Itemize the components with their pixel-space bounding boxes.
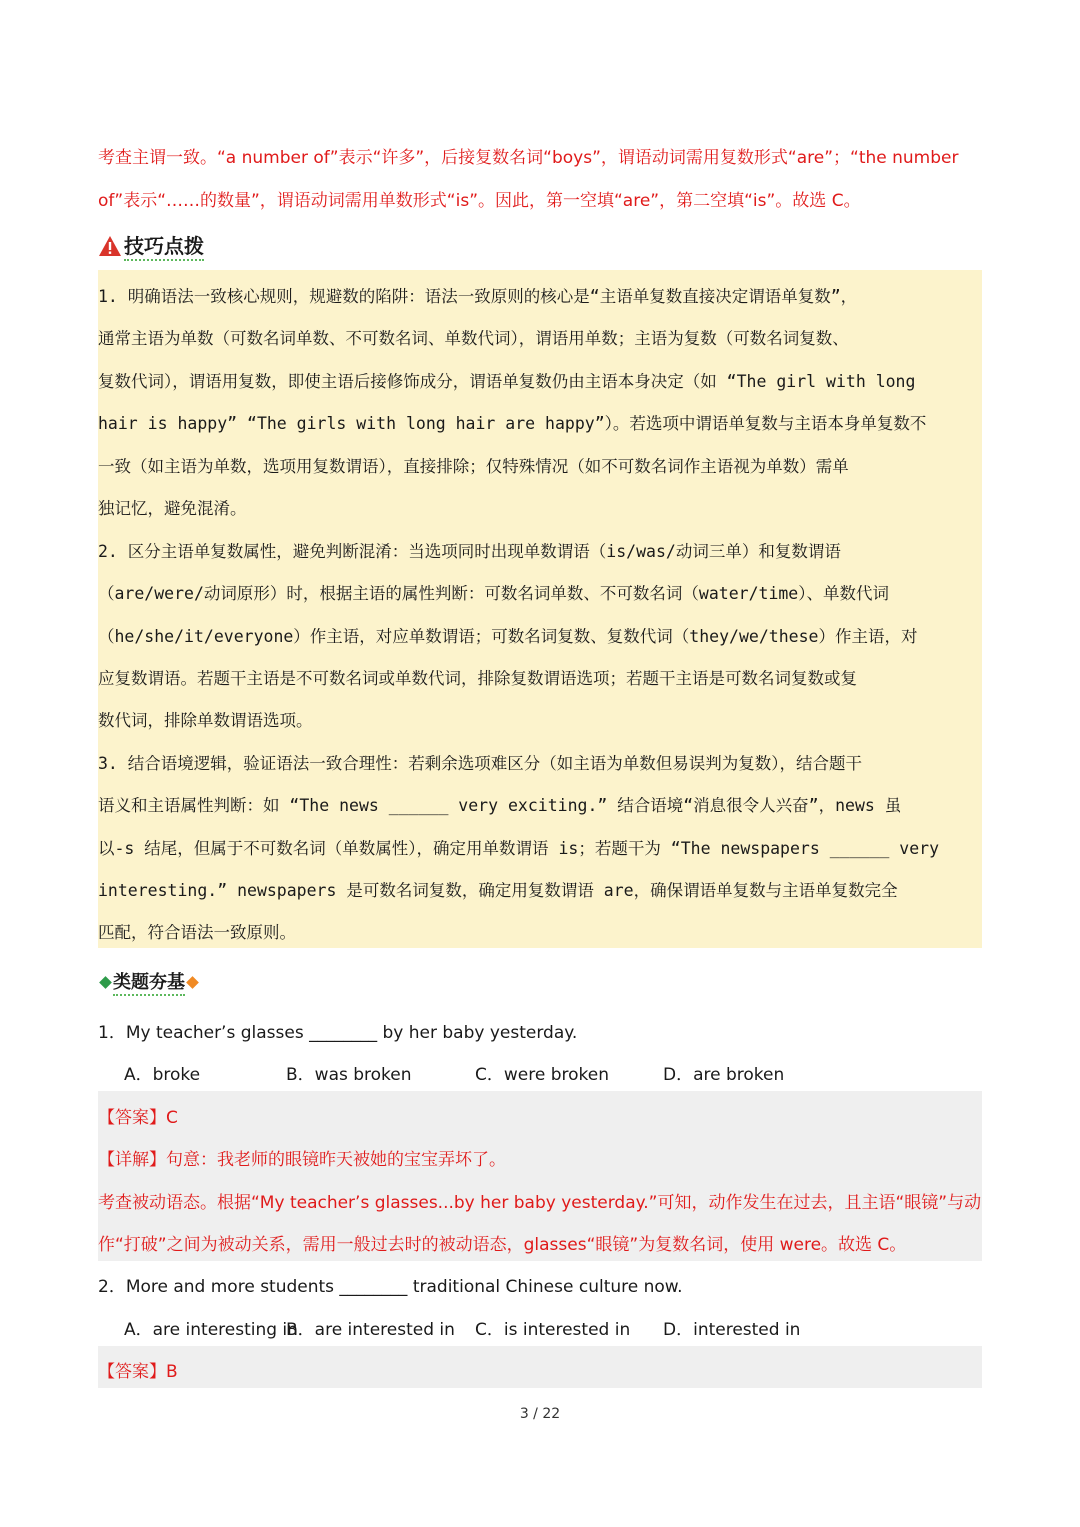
tips-line: 语义和主语属性判断：如 “The news ______ very exciting.” 结合语境“消息很令人兴奋”，news 虽 bbox=[98, 796, 902, 815]
intro-line-2: of”表示“……的数量”，谓语动词需用单数形式“is”。因此，第一空填“are”，第二空填“is”。故选 C。 bbox=[98, 191, 861, 211]
question-1-option-d: D．are broken bbox=[663, 1065, 785, 1085]
question-2-option-b: B．are interested in bbox=[286, 1320, 455, 1340]
question-1-answer bbox=[98, 1103, 178, 1128]
page-number: 3 / 22 bbox=[519, 1406, 561, 1422]
tips-line: 2. 区分主语单复数属性，避免判断混淆：当选项同时出现单数谓语（is/was/动词三单）和复数谓语 bbox=[98, 542, 841, 561]
question-1-detail bbox=[98, 1145, 506, 1170]
tips-heading-label: 技巧点拨 bbox=[124, 230, 204, 261]
tips-line: 3. 结合语境逻辑，验证语法一致合理性：若剩余选项难区分（如主语为单数但易误判为复数），结合题干 bbox=[98, 754, 863, 773]
question-1-option-c: C．were broken bbox=[475, 1065, 609, 1085]
tips-line: （he/she/it/everyone）作主语，对应单数谓语；可数名词复数、复数代词（they/we/these）作主语，对 bbox=[98, 627, 918, 646]
intro-line-1: 考查主谓一致。“a number of”表示“许多”，后接复数名词“boys”，谓语动词需用复数形式“are”；“the number bbox=[98, 148, 959, 168]
orange-diamond-icon bbox=[186, 976, 199, 989]
question-2-answer bbox=[98, 1357, 178, 1382]
tips-line: 独记忆，避免混淆。 bbox=[98, 499, 247, 518]
tips-line: 以-s 结尾，但属于不可数名词（单数属性），确定用单数谓语 is；若题干为 “The newspapers ______ very bbox=[98, 839, 940, 858]
tips-heading bbox=[98, 230, 204, 261]
tips-line: 一致（如主语为单数，选项用复数谓语），直接排除；仅特殊情况（如不可数名词作主语视为单数）需单 bbox=[98, 457, 849, 476]
green-diamond-icon bbox=[99, 976, 112, 989]
intro-explanation bbox=[98, 137, 982, 223]
question-2-stem: 2．More and more students ________ traditional Chinese culture now. bbox=[98, 1277, 683, 1297]
question-2-option-a: A．are interesting in bbox=[124, 1320, 298, 1340]
practice-heading-label: 类题夯基 bbox=[113, 968, 185, 996]
detail-tag: 【详解】 bbox=[98, 1150, 166, 1170]
tips-box bbox=[98, 270, 982, 948]
question-1-stem: 1．My teacher’s glasses ________ by her baby yesterday. bbox=[98, 1023, 578, 1043]
document-page bbox=[98, 0, 982, 1527]
answer-tag: 【答案】 bbox=[98, 1108, 166, 1128]
question-1-option-a: A．broke bbox=[124, 1065, 201, 1085]
detail-meaning: 句意：我老师的眼镜昨天被她的宝宝弄坏了。 bbox=[166, 1150, 506, 1170]
answer-value: C bbox=[166, 1108, 178, 1128]
question-1-option-b: B．was broken bbox=[286, 1065, 412, 1085]
tips-line: 匹配，符合语法一致原则。 bbox=[98, 923, 296, 942]
tips-line: 1. 明确语法一致核心规则，规避数的陷阱：语法一致原则的核心是“主语单复数直接决定谓语单复数”， bbox=[98, 287, 858, 306]
question-1-detail-line-1: 考查被动语态。根据“My teacher’s glasses...by her baby yesterday.”可知，动作发生在过去，且主语“眼镜”与动 bbox=[98, 1193, 982, 1213]
question-1-detail-line-2: 作“打破”之间为被动关系，需用一般过去时的被动语态，glasses“眼镜”为复数名词，使用 were。故选 C。 bbox=[98, 1235, 907, 1255]
answer-tag: 【答案】 bbox=[98, 1362, 166, 1382]
tips-line: （are/were/动词原形）时，根据主语的属性判断：可数名词单数、不可数名词（water/time）、单数代词 bbox=[98, 584, 889, 603]
warning-icon bbox=[98, 235, 122, 257]
practice-heading bbox=[98, 968, 200, 996]
question-2-answer-box bbox=[98, 1346, 982, 1388]
question-2-option-d: D．interested in bbox=[663, 1320, 801, 1340]
tips-line: hair is happy” “The girls with long hair are happy”）。若选项中谓语单复数与主语本身单复数不 bbox=[98, 414, 927, 433]
answer-value: B bbox=[166, 1362, 178, 1382]
question-1-answer-box bbox=[98, 1091, 982, 1261]
tips-line: 应复数谓语。若题干主语是不可数名词或单数代词，排除复数谓语选项；若题干主语是可数名词复数或复 bbox=[98, 669, 857, 688]
tips-line: 数代词，排除单数谓语选项。 bbox=[98, 711, 313, 730]
tips-line: interesting.” newspapers 是可数名词复数，确定用复数谓语 are，确保谓语单复数与主语单复数完全 bbox=[98, 881, 898, 900]
tips-line: 复数代词），谓语用复数，即使主语后接修饰成分，谓语单复数仍由主语本身决定（如 “The girl with long bbox=[98, 372, 916, 391]
tips-line: 通常主语为单数（可数名词单数、不可数名词、单数代词），谓语用单数；主语为复数（可数名词复数、 bbox=[98, 329, 849, 348]
question-2-option-c: C．is interested in bbox=[475, 1320, 631, 1340]
